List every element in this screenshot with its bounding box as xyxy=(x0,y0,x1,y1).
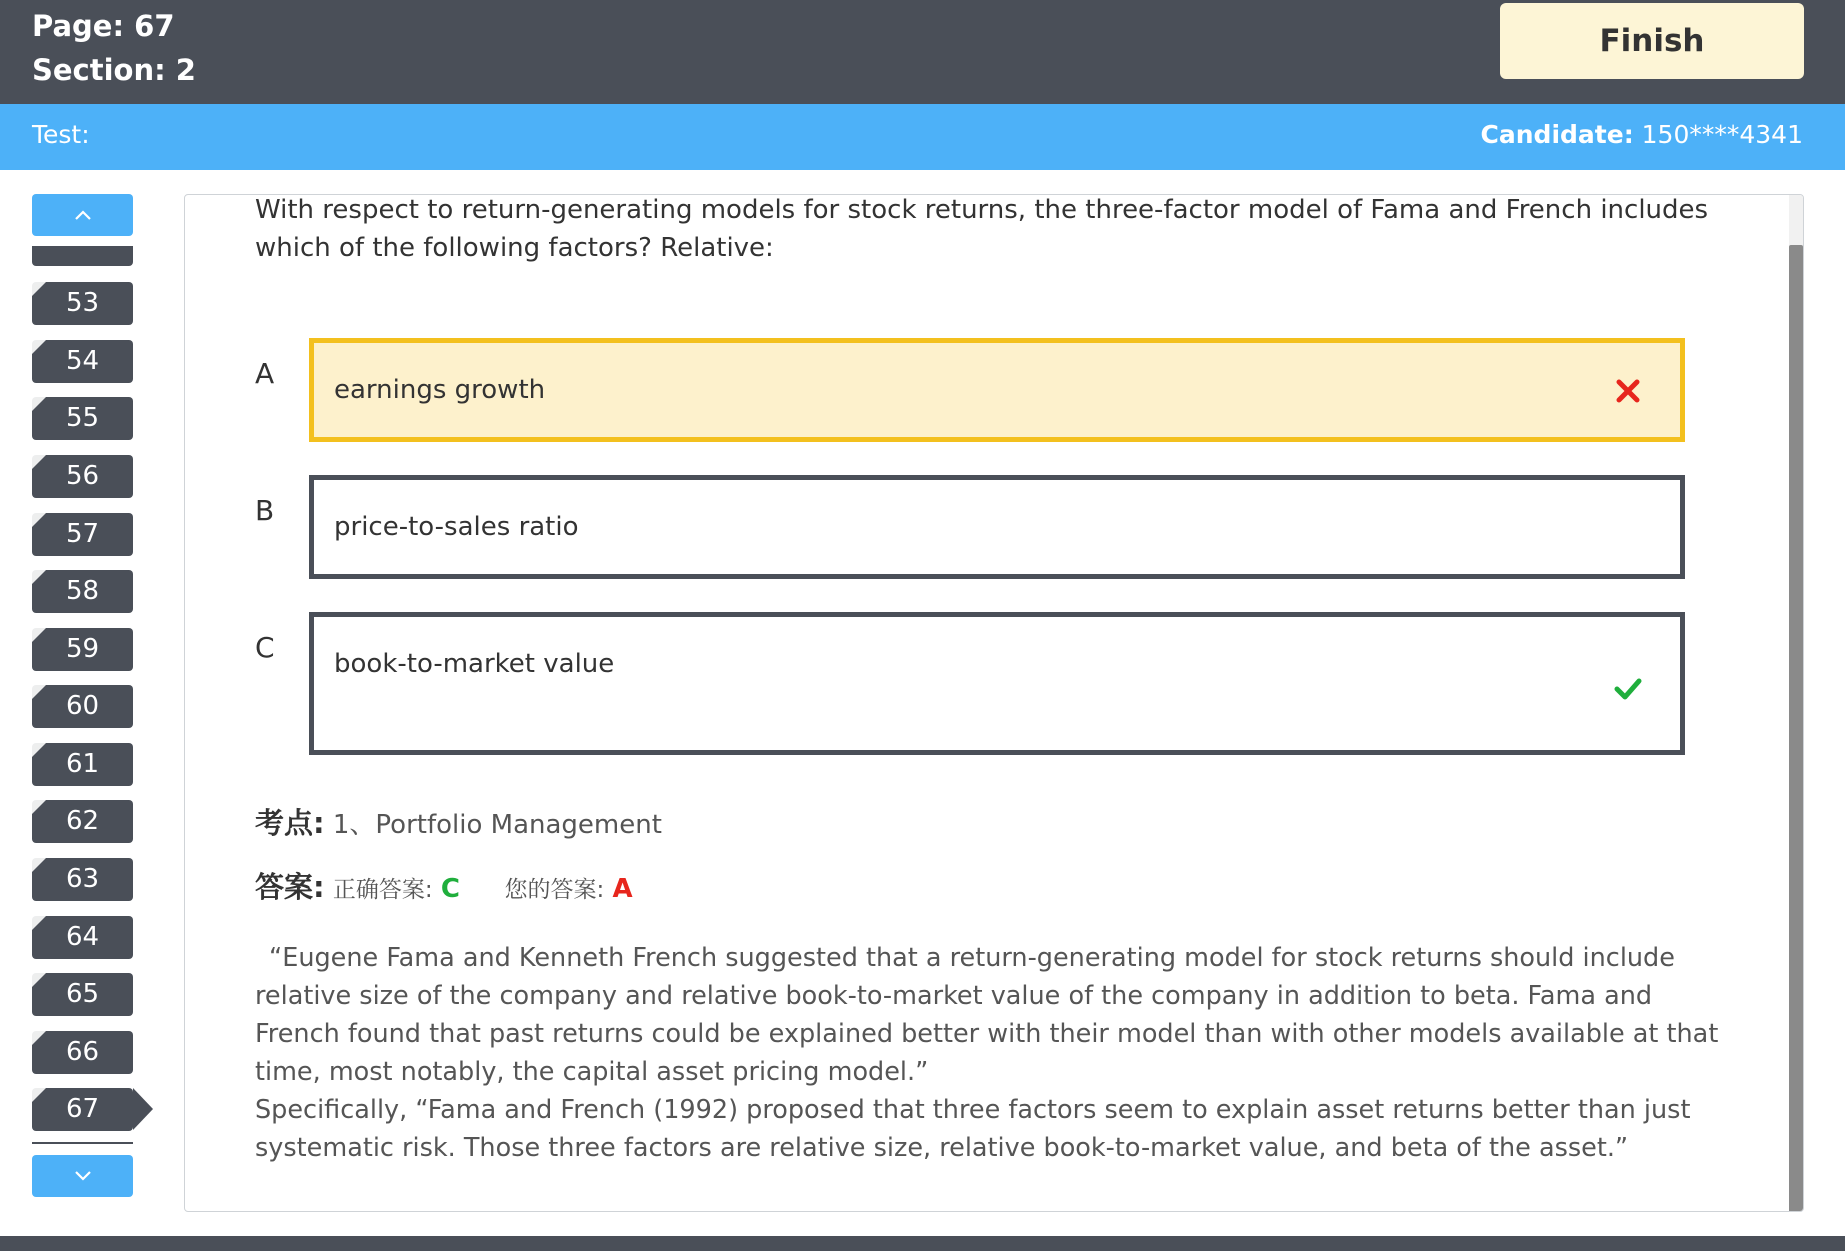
scrollbar-thumb[interactable] xyxy=(1789,245,1803,1212)
answer-label: 答案: xyxy=(255,870,325,904)
question-nav-item[interactable]: 60 xyxy=(32,685,133,728)
question-nav-item[interactable]: 65 xyxy=(32,973,133,1016)
finish-button[interactable]: Finish xyxy=(1500,3,1804,79)
page-section-info xyxy=(32,4,196,92)
scroll-up-button[interactable] xyxy=(32,194,133,236)
question-nav-item-partial[interactable] xyxy=(32,246,133,266)
question-nav-item[interactable]: 58 xyxy=(32,570,133,613)
topic-value: 1、Portfolio Management xyxy=(332,810,662,840)
cross-icon xyxy=(1614,377,1642,405)
candidate-info xyxy=(1481,120,1803,149)
question-nav-item[interactable]: 55 xyxy=(32,397,133,440)
question-nav-item[interactable]: 56 xyxy=(32,455,133,498)
correct-answer-label: 正确答案: xyxy=(332,877,433,903)
question-nav-item[interactable]: 59 xyxy=(32,628,133,671)
candidate-label: Candidate: xyxy=(1480,120,1634,149)
question-text: With respect to return-generating models for stock returns, the three-factor model of Fama and French includes which of the following factors? Relative: xyxy=(255,195,1709,263)
scroll-down-button[interactable] xyxy=(32,1155,133,1197)
chevron-down-icon xyxy=(72,1169,94,1183)
test-label: Test: xyxy=(32,120,90,149)
question-nav-item-current[interactable]: 67 xyxy=(32,1088,133,1131)
question-nav-item[interactable]: 63 xyxy=(32,858,133,901)
option-c-text: book-to-market value xyxy=(334,649,615,679)
question-nav-item[interactable]: 62 xyxy=(32,800,133,843)
question-nav-item[interactable]: 64 xyxy=(32,916,133,959)
your-answer-label: 您的答案: xyxy=(504,877,605,903)
question-nav-item[interactable]: 66 xyxy=(32,1031,133,1074)
explanation xyxy=(255,939,1735,1167)
option-letter-a: A xyxy=(255,357,275,390)
option-c[interactable] xyxy=(309,612,1685,755)
info-bar xyxy=(0,104,1845,170)
option-a-text: earnings growth xyxy=(334,375,546,405)
question-nav-item[interactable]: 61 xyxy=(32,743,133,786)
question-nav-item[interactable]: 57 xyxy=(32,513,133,556)
page-number: Page: 67 xyxy=(32,9,175,43)
your-answer-value: A xyxy=(612,874,633,904)
topic-row xyxy=(255,801,662,842)
scrollbar-track[interactable] xyxy=(1789,195,1803,1211)
section-number: Section: 2 xyxy=(32,53,196,87)
answer-row xyxy=(255,865,633,906)
question-panel xyxy=(184,194,1804,1212)
topic-label: 考点: xyxy=(255,806,325,840)
option-b[interactable] xyxy=(309,475,1685,579)
explanation-paragraph: Specifically, “Fama and French (1992) proposed that three factors seem to explain asset returns better than just systematic risk. Those three factors are relative size, relative book-to-market value, and beta of the asset.” xyxy=(255,1095,1691,1163)
bottom-bar xyxy=(0,1236,1845,1251)
nav-divider xyxy=(32,1142,133,1148)
correct-answer-value: C xyxy=(440,874,460,904)
top-header xyxy=(0,0,1845,104)
option-b-text: price-to-sales ratio xyxy=(334,512,579,542)
candidate-id: 150****4341 xyxy=(1641,120,1803,149)
chevron-up-icon xyxy=(72,208,94,222)
question-nav-list xyxy=(32,246,162,1148)
explanation-paragraph: “Eugene Fama and Kenneth French suggested that a return-generating model for stock returns should include relative size of the company and relative book-to-market value of the company in addition to beta. Fama and French found that past returns could be explained better with their model than with other models available at that time, most notably, the capital asset pricing model.” xyxy=(255,943,1719,1087)
option-letter-b: B xyxy=(255,494,275,527)
question-nav-item[interactable]: 53 xyxy=(32,282,133,325)
question-nav-item[interactable]: 54 xyxy=(32,340,133,383)
option-letter-c: C xyxy=(255,631,275,664)
option-a[interactable] xyxy=(309,338,1685,442)
check-icon xyxy=(1614,675,1642,703)
